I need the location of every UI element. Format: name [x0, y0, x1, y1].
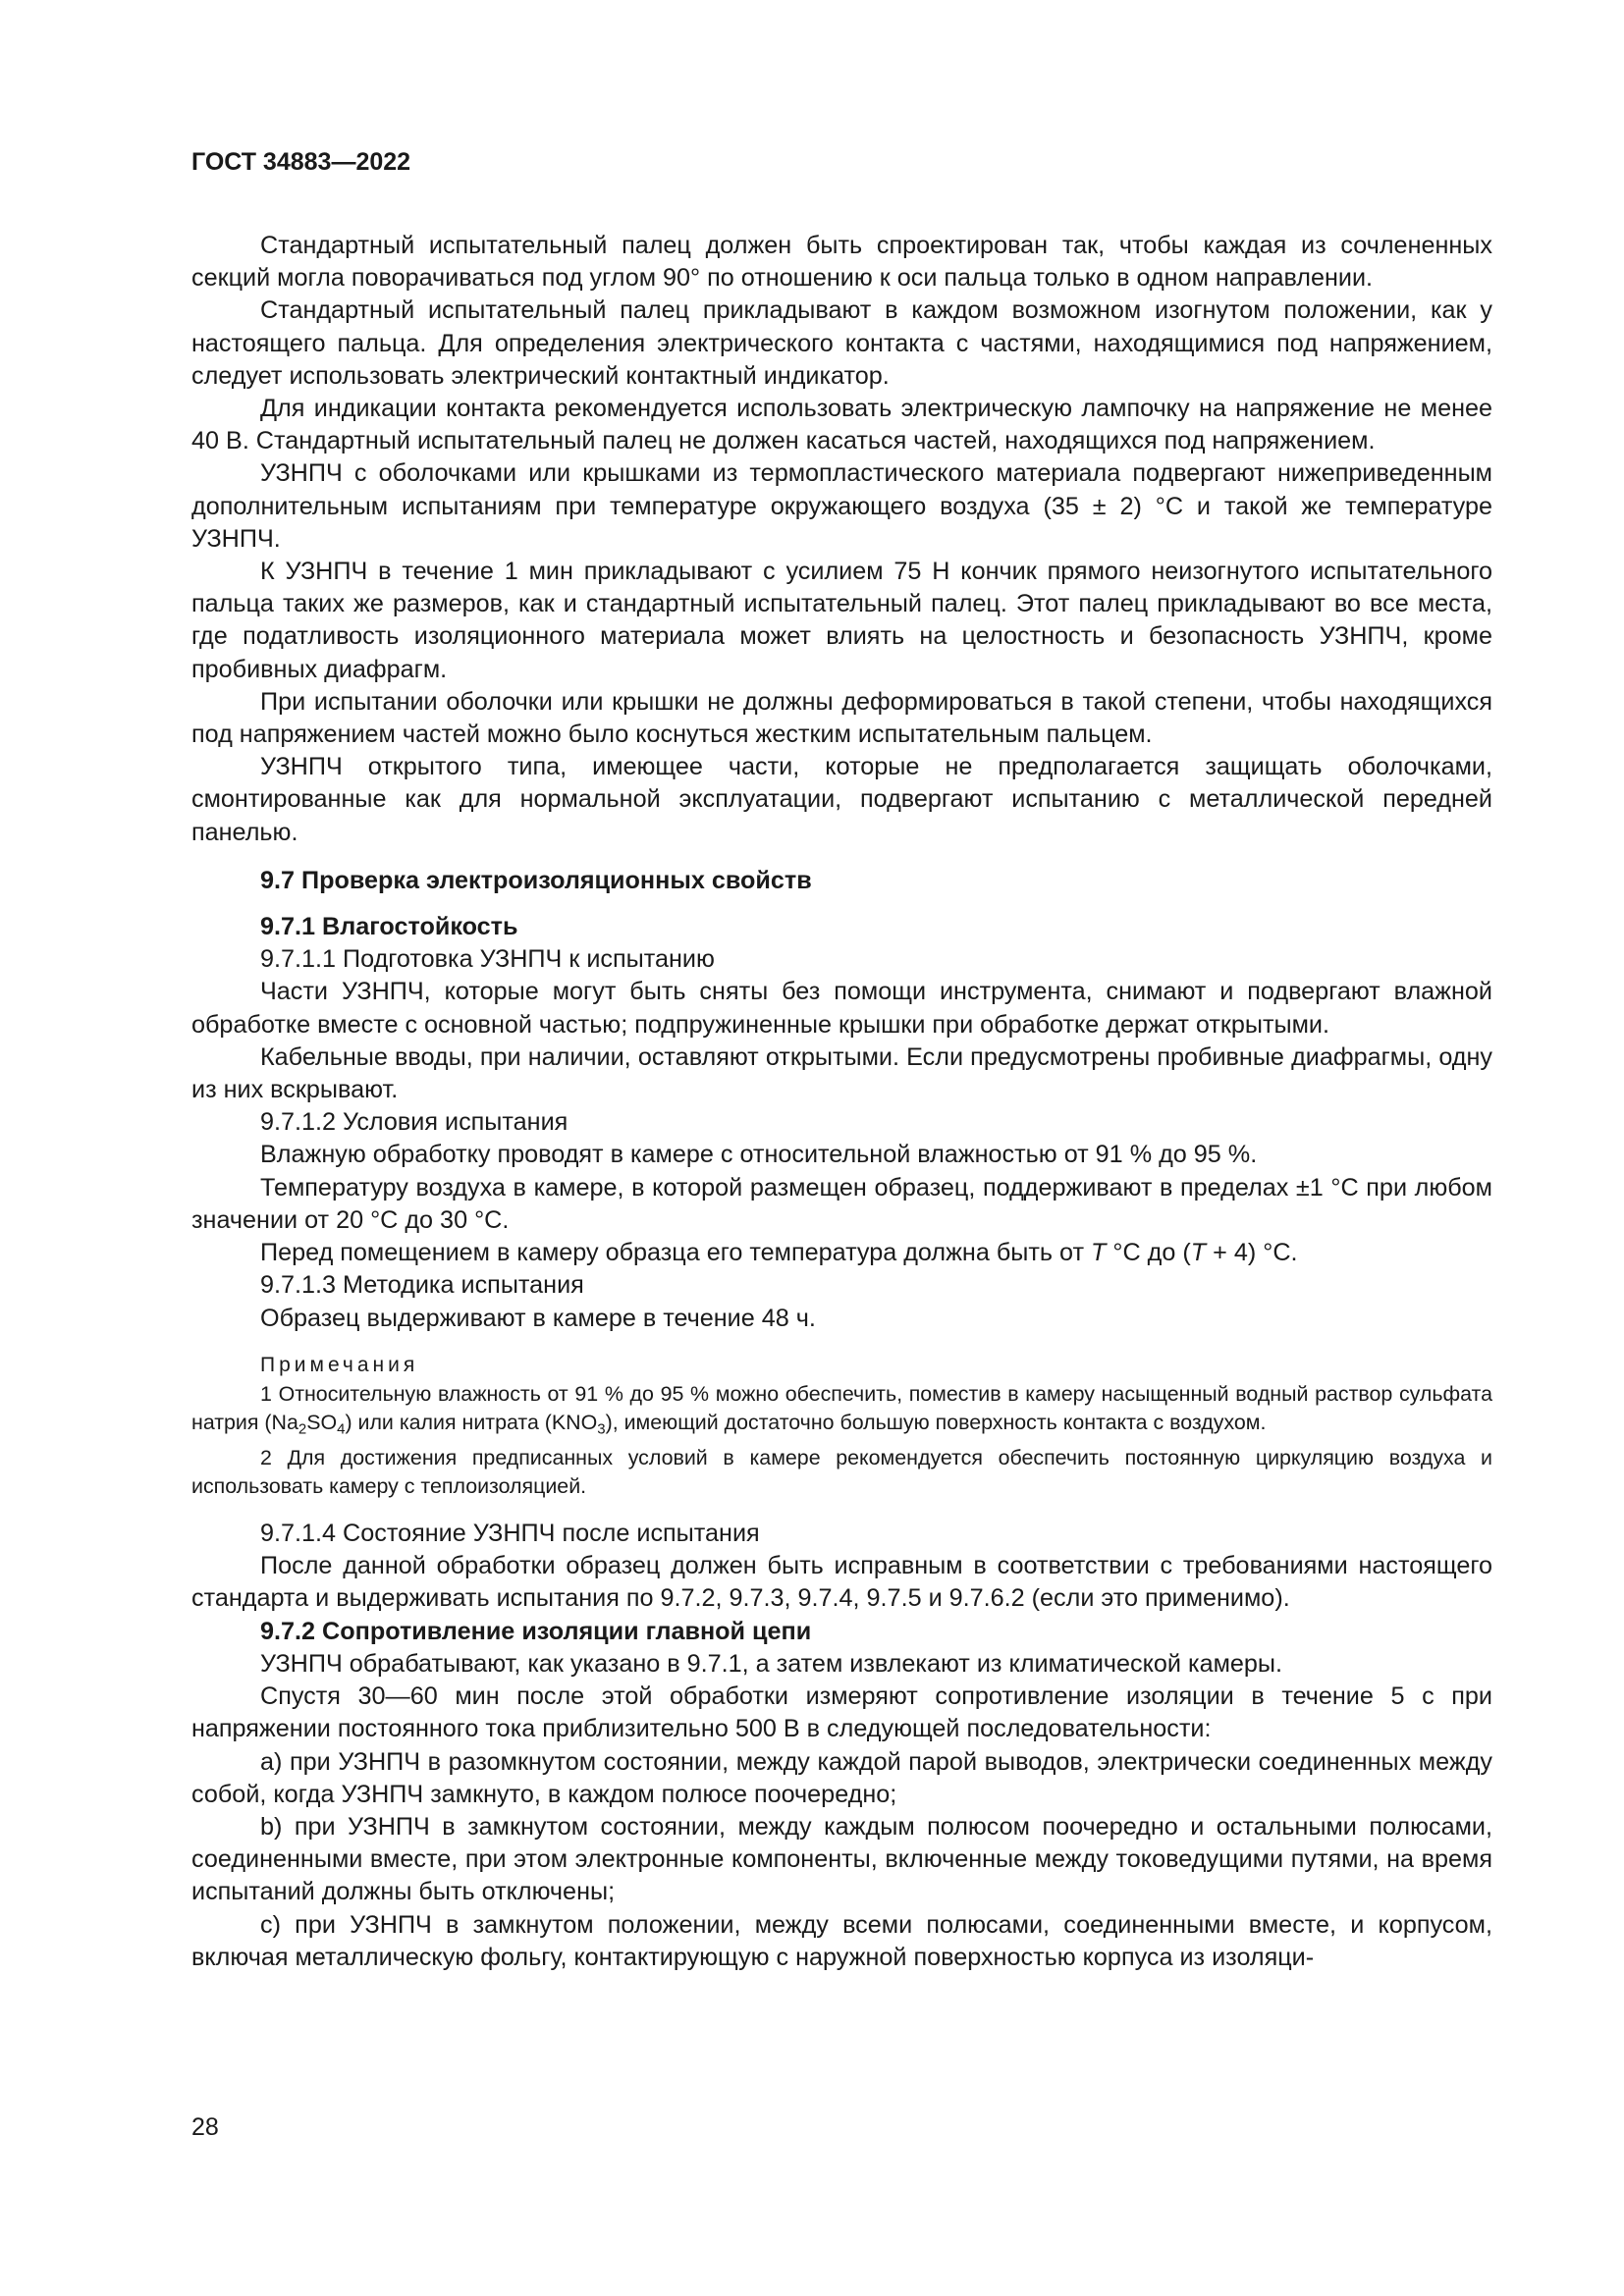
- paragraph: УЗНПЧ открытого типа, имеющее части, которые не предполагается защищать оболочками, смонтированные как для нормальной эксплуатации, подвергают испытанию с металлической передней панелью.: [191, 753, 1492, 846]
- paragraph: [191, 1237, 1492, 1269]
- section-title: Проверка электроизоляционных свойств: [301, 866, 812, 894]
- section-heading-9-7: [191, 865, 1492, 897]
- subscript: 2: [298, 1420, 307, 1438]
- paragraph: Температуру воздуха в камере, в которой размещен образец, поддерживают в пределах ±1 °С при любом значении от 20 °С до 30 °С.: [191, 1173, 1492, 1234]
- text-run: SO: [306, 1411, 338, 1435]
- text-run: Перед помещением в камеру образца его температура должна быть от: [260, 1239, 1092, 1267]
- section-number: 9.7: [260, 866, 296, 894]
- paragraph: Стандартный испытательный палец должен быть спроектирован так, чтобы каждая из сочлененных секций могла поворачиваться под углом 90° по отношению к оси пальца только в одном направлении.: [191, 232, 1492, 293]
- paragraph: Влажную обработку проводят в камере с относительной влажностью от 91 % до 95 %.: [260, 1141, 1258, 1169]
- subscript: 4: [337, 1420, 346, 1438]
- text-run: ) или калия нитрата (KNO: [345, 1411, 598, 1435]
- section-title: Влагостойкость: [322, 913, 518, 941]
- section-number: 9.7.1: [260, 913, 316, 941]
- document-page: [191, 147, 1492, 1974]
- list-item-b: b) при УЗНПЧ в замкнутом состоянии, между каждым полюсом поочередно и остальными полюсами, соединенными вместе, при этом электронные компоненты, включенные между токоведущими путями, на время испытаний должны быть отключены;: [191, 1812, 1492, 1906]
- subsection-heading: 9.7.1.3 Методика испытания: [260, 1271, 584, 1300]
- paragraph: УЗНПЧ с оболочками или крышками из термопластического материала подвергают нижеприведенным дополнительным испытаниям при температуре окружающего воздуха (35 ± 2) °С и такой же температуре УЗНПЧ.: [191, 459, 1492, 553]
- paragraph: После данной обработки образец должен быть исправным в соответствии с требованиями настоящего стандарта и выдерживать испытания по 9.7.2, 9.7.3, 9.7.4, 9.7.5 и 9.7.6.2 (если это применимо).: [191, 1552, 1492, 1613]
- text-run: 1 Относительную влажность от 91 % до 95 % можно обеспечить, поместив в камеру насыщенный водный раствор сульфата натрия (Na: [191, 1381, 1492, 1435]
- paragraph: Образец выдерживают в камере в течение 48 ч.: [260, 1304, 816, 1332]
- list-item-c: c) при УЗНПЧ в замкнутом положении, между всеми полюсами, соединенными вместе, и корпусом, включая металлическую фольгу, контактирующую с наружной поверхностью корпуса из изоляци-: [191, 1910, 1492, 1971]
- notes-title: Примечания: [260, 1353, 419, 1376]
- note-item: 2 Для достижения предписанных условий в камере рекомендуется обеспечить постоянную циркуляцию воздуха и использовать камеру с теплоизоляцией.: [191, 1445, 1492, 1499]
- section-number: 9.7.2: [260, 1617, 316, 1645]
- document-header: ГОСТ 34883—2022: [191, 148, 411, 176]
- subsection-heading: 9.7.1.4 Состояние УЗНПЧ после испытания: [260, 1520, 760, 1548]
- section-title: Сопротивление изоляции главной цепи: [322, 1617, 812, 1645]
- text-run: + 4) °С.: [1206, 1239, 1298, 1267]
- text-run: ), имеющий достаточно большую поверхность контакта с воздухом.: [605, 1411, 1267, 1435]
- paragraph: Части УЗНПЧ, которые могут быть сняты без помощи инструмента, снимают и подвергают влажной обработке вместе с основной частью; подпружиненные крышки при обработке держат открытыми.: [191, 978, 1492, 1039]
- section-heading-9-7-1: [191, 911, 1492, 943]
- paragraph: Стандартный испытательный палец прикладывают в каждом возможном изогнутом положении, как у настоящего пальца. Для определения электрического контакта с частями, находящимися под напряжением, следует использовать электрический контактный индикатор.: [191, 296, 1492, 390]
- variable-T: T: [1190, 1239, 1207, 1267]
- subsection-heading: 9.7.1.2 Условия испытания: [260, 1108, 568, 1137]
- variable-T: T: [1091, 1239, 1107, 1267]
- paragraph: Спустя 30—60 мин после этой обработки измеряют сопротивление изоляции в течение 5 с при напряжении постоянного тока приблизительно 500 В в следующей последовательности:: [191, 1682, 1492, 1743]
- paragraph: Кабельные вводы, при наличии, оставляют открытыми. Если предусмотрены пробивные диафрагмы, одну из них вскрывают.: [191, 1042, 1492, 1104]
- paragraph: УЗНПЧ обрабатывают, как указано в 9.7.1, а затем извлекают из климатической камеры.: [260, 1649, 1283, 1678]
- paragraph: К УЗНПЧ в течение 1 мин прикладывают с усилием 75 Н кончик прямого неизогнутого испытательного пальца таких же размеров, как и стандартный испытательный палец. Этот палец прикладывают во все места, где податливость изоляционного материала может влиять на целостность и безопасность УЗНПЧ, кроме пробивных диафрагм.: [191, 558, 1492, 683]
- note-item: [191, 1380, 1492, 1438]
- paragraph: При испытании оболочки или крышки не должны деформироваться в такой степени, чтобы находящихся под напряжением частей можно было коснуться жестким испытательным пальцем.: [191, 687, 1492, 749]
- subsection-heading: 9.7.1.1 Подготовка УЗНПЧ к испытанию: [260, 945, 715, 974]
- list-item-a: a) при УЗНПЧ в разомкнутом состоянии, между каждой парой выводов, электрически соединенных между собой, когда УЗНПЧ замкнуто, в каждом полюсе поочередно;: [191, 1747, 1492, 1808]
- section-heading-9-7-2: [191, 1616, 1492, 1648]
- paragraph: Для индикации контакта рекомендуется использовать электрическую лампочку на напряжение не менее 40 В. Стандартный испытательный палец не должен касаться частей, находящихся под напряжением.: [191, 395, 1492, 455]
- subscript: 3: [597, 1420, 606, 1438]
- page-number: 28: [191, 2113, 219, 2141]
- text-run: °С до (: [1106, 1239, 1191, 1267]
